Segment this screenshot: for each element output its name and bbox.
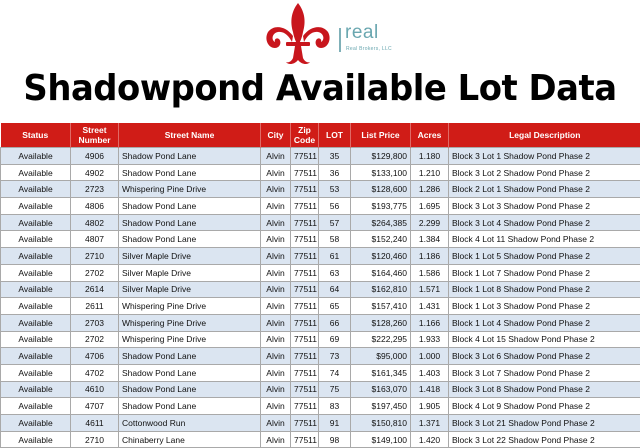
table-row — [1, 231, 640, 248]
cell-street-name: Shadow Pond Lane — [119, 214, 261, 231]
cell-acres: 1.905 — [411, 398, 449, 415]
cell-lot: 83 — [319, 398, 351, 415]
cell-legal-description: Block 3 Lot 8 Shadow Pond Phase 2 — [449, 381, 640, 398]
cell-lot: 65 — [319, 298, 351, 315]
cell-street-number: 2703 — [71, 314, 119, 331]
cell-street-name: Silver Maple Drive — [119, 248, 261, 265]
cell-list-price: $152,240 — [351, 231, 411, 248]
cell-street-number: 2614 — [71, 281, 119, 298]
cell-status: Available — [1, 381, 71, 398]
column-header-acres: Acres — [411, 123, 449, 148]
cell-acres: 1.384 — [411, 231, 449, 248]
logo — [0, 0, 640, 66]
cell-list-price: $162,810 — [351, 281, 411, 298]
cell-zip-code: 77511 — [291, 348, 319, 365]
cell-list-price: $163,070 — [351, 381, 411, 398]
cell-street-number: 4902 — [71, 164, 119, 181]
cell-street-number: 2611 — [71, 298, 119, 315]
cell-city: Alvin — [261, 264, 291, 281]
cell-zip-code: 77511 — [291, 398, 319, 415]
cell-acres: 2.299 — [411, 214, 449, 231]
cell-city: Alvin — [261, 181, 291, 198]
cell-legal-description: Block 1 Lot 7 Shadow Pond Phase 2 — [449, 264, 640, 281]
cell-street-number: 2710 — [71, 248, 119, 265]
cell-acres: 1.586 — [411, 264, 449, 281]
cell-status: Available — [1, 415, 71, 432]
table-row — [1, 314, 640, 331]
cell-legal-description: Block 4 Lot 9 Shadow Pond Phase 2 — [449, 398, 640, 415]
cell-city: Alvin — [261, 248, 291, 265]
brand-subtitle: Real Brokers, LLC — [346, 46, 392, 52]
cell-legal-description: Block 4 Lot 15 Shadow Pond Phase 2 — [449, 331, 640, 348]
cell-lot: 35 — [319, 148, 351, 165]
cell-acres: 1.695 — [411, 198, 449, 215]
cell-street-number: 4906 — [71, 148, 119, 165]
cell-zip-code: 77511 — [291, 181, 319, 198]
cell-zip-code: 77511 — [291, 248, 319, 265]
cell-lot: 61 — [319, 248, 351, 265]
cell-zip-code: 77511 — [291, 415, 319, 432]
cell-zip-code: 77511 — [291, 198, 319, 215]
cell-list-price: $222,295 — [351, 331, 411, 348]
cell-status: Available — [1, 198, 71, 215]
cell-legal-description: Block 2 Lot 1 Shadow Pond Phase 2 — [449, 181, 640, 198]
logo-divider — [339, 28, 341, 52]
cell-status: Available — [1, 181, 71, 198]
cell-zip-code: 77511 — [291, 214, 319, 231]
cell-status: Available — [1, 431, 71, 448]
cell-zip-code: 77511 — [291, 231, 319, 248]
cell-street-name: Whispering Pine Drive — [119, 314, 261, 331]
brand-name: real — [345, 22, 379, 44]
cell-status: Available — [1, 298, 71, 315]
cell-lot: 75 — [319, 381, 351, 398]
table-row — [1, 398, 640, 415]
column-header-lot: LOT — [319, 123, 351, 148]
cell-status: Available — [1, 348, 71, 365]
cell-status: Available — [1, 164, 71, 181]
column-header-legal-description: Legal Description — [449, 123, 640, 148]
cell-acres: 1.420 — [411, 431, 449, 448]
cell-lot: 63 — [319, 264, 351, 281]
cell-street-number: 4702 — [71, 364, 119, 381]
cell-legal-description: Block 3 Lot 6 Shadow Pond Phase 2 — [449, 348, 640, 365]
cell-street-name: Shadow Pond Lane — [119, 148, 261, 165]
cell-lot: 56 — [319, 198, 351, 215]
cell-city: Alvin — [261, 231, 291, 248]
cell-legal-description: Block 3 Lot 21 Shadow Pond Phase 2 — [449, 415, 640, 432]
cell-city: Alvin — [261, 314, 291, 331]
cell-street-name: Whispering Pine Drive — [119, 181, 261, 198]
cell-city: Alvin — [261, 331, 291, 348]
cell-street-name: Shadow Pond Lane — [119, 381, 261, 398]
cell-acres: 1.571 — [411, 281, 449, 298]
cell-street-name: Whispering Pine Drive — [119, 331, 261, 348]
cell-acres: 1.186 — [411, 248, 449, 265]
cell-acres: 1.286 — [411, 181, 449, 198]
table-body — [1, 148, 640, 448]
cell-legal-description: Block 3 Lot 4 Shadow Pond Phase 2 — [449, 214, 640, 231]
cell-street-number: 2702 — [71, 264, 119, 281]
cell-street-name: Whispering Pine Drive — [119, 298, 261, 315]
cell-lot: 53 — [319, 181, 351, 198]
cell-city: Alvin — [261, 148, 291, 165]
cell-status: Available — [1, 281, 71, 298]
cell-list-price: $128,260 — [351, 314, 411, 331]
cell-street-name: Chinaberry Lane — [119, 431, 261, 448]
cell-zip-code: 77511 — [291, 431, 319, 448]
cell-legal-description: Block 3 Lot 1 Shadow Pond Phase 2 — [449, 148, 640, 165]
cell-lot: 58 — [319, 231, 351, 248]
column-header-status: Status — [1, 123, 71, 148]
cell-status: Available — [1, 214, 71, 231]
cell-legal-description: Block 1 Lot 5 Shadow Pond Phase 2 — [449, 248, 640, 265]
cell-street-name: Shadow Pond Lane — [119, 364, 261, 381]
column-header-city: City — [261, 123, 291, 148]
cell-street-number: 4610 — [71, 381, 119, 398]
cell-zip-code: 77511 — [291, 381, 319, 398]
cell-list-price: $149,100 — [351, 431, 411, 448]
cell-list-price: $157,410 — [351, 298, 411, 315]
cell-city: Alvin — [261, 381, 291, 398]
cell-acres: 1.403 — [411, 364, 449, 381]
cell-lot: 69 — [319, 331, 351, 348]
cell-city: Alvin — [261, 415, 291, 432]
cell-acres: 1.000 — [411, 348, 449, 365]
cell-legal-description: Block 3 Lot 2 Shadow Pond Phase 2 — [449, 164, 640, 181]
table-row — [1, 148, 640, 165]
cell-acres: 1.210 — [411, 164, 449, 181]
cell-street-number: 4611 — [71, 415, 119, 432]
cell-zip-code: 77511 — [291, 281, 319, 298]
cell-street-number: 2710 — [71, 431, 119, 448]
cell-list-price: $264,385 — [351, 214, 411, 231]
cell-status: Available — [1, 264, 71, 281]
column-header-street-name: Street Name — [119, 123, 261, 148]
cell-legal-description: Block 1 Lot 4 Shadow Pond Phase 2 — [449, 314, 640, 331]
cell-zip-code: 77511 — [291, 364, 319, 381]
cell-legal-description: Block 3 Lot 3 Shadow Pond Phase 2 — [449, 198, 640, 215]
cell-legal-description: Block 1 Lot 3 Shadow Pond Phase 2 — [449, 298, 640, 315]
table-row — [1, 348, 640, 365]
cell-city: Alvin — [261, 214, 291, 231]
cell-status: Available — [1, 314, 71, 331]
table-header-row — [1, 123, 640, 148]
cell-street-name: Shadow Pond Lane — [119, 198, 261, 215]
cell-list-price: $197,450 — [351, 398, 411, 415]
cell-street-number: 4706 — [71, 348, 119, 365]
cell-city: Alvin — [261, 298, 291, 315]
cell-list-price: $128,600 — [351, 181, 411, 198]
cell-zip-code: 77511 — [291, 331, 319, 348]
cell-city: Alvin — [261, 348, 291, 365]
cell-street-number: 4707 — [71, 398, 119, 415]
table-row — [1, 264, 640, 281]
cell-status: Available — [1, 331, 71, 348]
cell-street-number: 2702 — [71, 331, 119, 348]
cell-status: Available — [1, 248, 71, 265]
cell-street-name: Shadow Pond Lane — [119, 164, 261, 181]
cell-city: Alvin — [261, 398, 291, 415]
table-row — [1, 181, 640, 198]
cell-status: Available — [1, 398, 71, 415]
table-row — [1, 164, 640, 181]
cell-status: Available — [1, 364, 71, 381]
table-row — [1, 214, 640, 231]
cell-legal-description: Block 3 Lot 22 Shadow Pond Phase 2 — [449, 431, 640, 448]
cell-legal-description: Block 3 Lot 7 Shadow Pond Phase 2 — [449, 364, 640, 381]
cell-list-price: $129,800 — [351, 148, 411, 165]
column-header-street-number: Street Number — [71, 123, 119, 148]
cell-lot: 36 — [319, 164, 351, 181]
cell-acres: 1.431 — [411, 298, 449, 315]
cell-status: Available — [1, 148, 71, 165]
cell-zip-code: 77511 — [291, 314, 319, 331]
cell-list-price: $161,345 — [351, 364, 411, 381]
cell-acres: 1.166 — [411, 314, 449, 331]
page-title: Shadowpond Available Lot Data — [19, 66, 621, 112]
cell-lot: 91 — [319, 415, 351, 432]
cell-street-number: 4806 — [71, 198, 119, 215]
table-row — [1, 381, 640, 398]
table-row — [1, 198, 640, 215]
cell-list-price: $164,460 — [351, 264, 411, 281]
cell-city: Alvin — [261, 364, 291, 381]
table-row — [1, 431, 640, 448]
table-row — [1, 364, 640, 381]
cell-zip-code: 77511 — [291, 264, 319, 281]
cell-zip-code: 77511 — [291, 164, 319, 181]
cell-street-name: Shadow Pond Lane — [119, 348, 261, 365]
cell-list-price: $150,810 — [351, 415, 411, 432]
cell-street-name: Silver Maple Drive — [119, 281, 261, 298]
table-row — [1, 331, 640, 348]
cell-list-price: $193,775 — [351, 198, 411, 215]
cell-street-name: Silver Maple Drive — [119, 264, 261, 281]
cell-street-name: Shadow Pond Lane — [119, 231, 261, 248]
cell-city: Alvin — [261, 281, 291, 298]
cell-legal-description: Block 4 Lot 11 Shadow Pond Phase 2 — [449, 231, 640, 248]
cell-status: Available — [1, 231, 71, 248]
cell-acres: 1.180 — [411, 148, 449, 165]
cell-list-price: $120,460 — [351, 248, 411, 265]
cell-acres: 1.371 — [411, 415, 449, 432]
cell-list-price: $95,000 — [351, 348, 411, 365]
cell-legal-description: Block 1 Lot 8 Shadow Pond Phase 2 — [449, 281, 640, 298]
table-row — [1, 248, 640, 265]
cell-lot: 66 — [319, 314, 351, 331]
cell-street-number: 2723 — [71, 181, 119, 198]
cell-acres: 1.933 — [411, 331, 449, 348]
cell-city: Alvin — [261, 431, 291, 448]
column-header-list-price: List Price — [351, 123, 411, 148]
cell-lot: 73 — [319, 348, 351, 365]
cell-list-price: $133,100 — [351, 164, 411, 181]
cell-city: Alvin — [261, 164, 291, 181]
cell-city: Alvin — [261, 198, 291, 215]
cell-acres: 1.418 — [411, 381, 449, 398]
cell-zip-code: 77511 — [291, 298, 319, 315]
cell-zip-code: 77511 — [291, 148, 319, 165]
table-row — [1, 281, 640, 298]
lot-data-table — [0, 123, 640, 448]
table-row — [1, 415, 640, 432]
cell-lot: 98 — [319, 431, 351, 448]
cell-street-name: Shadow Pond Lane — [119, 398, 261, 415]
cell-lot: 74 — [319, 364, 351, 381]
column-header-zip-code: Zip Code — [291, 123, 319, 148]
cell-lot: 57 — [319, 214, 351, 231]
cell-street-number: 4802 — [71, 214, 119, 231]
cell-street-number: 4807 — [71, 231, 119, 248]
cell-street-name: Cottonwood Run — [119, 415, 261, 432]
cell-lot: 64 — [319, 281, 351, 298]
fleur-de-lis-icon — [262, 2, 334, 66]
table-row — [1, 298, 640, 315]
